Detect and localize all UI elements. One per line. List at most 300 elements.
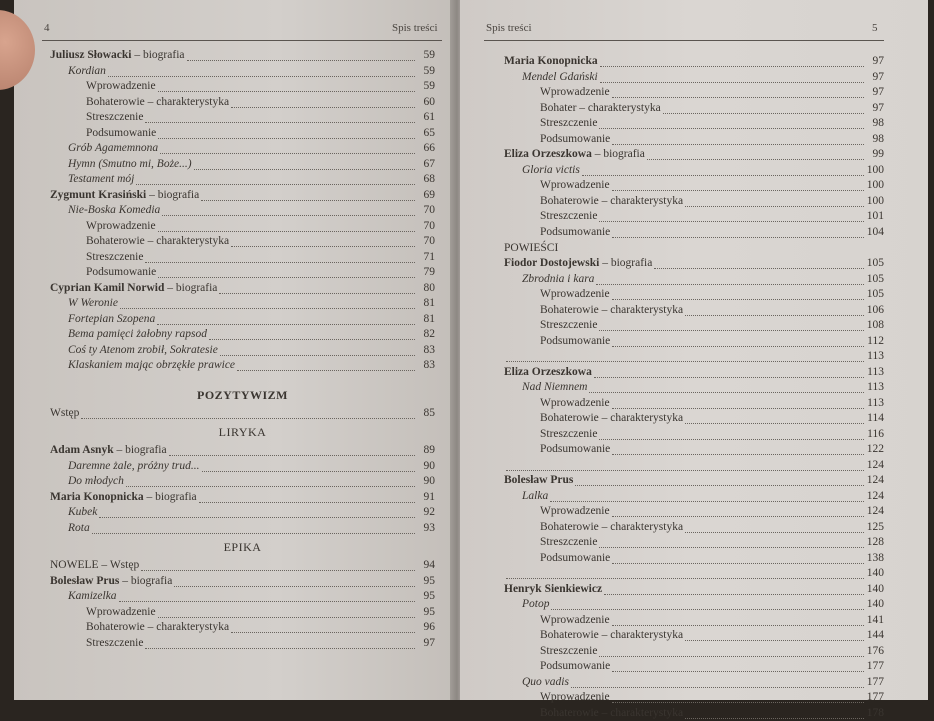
toc-entry	[504, 535, 884, 551]
page-ref: 90	[417, 474, 435, 490]
page-ref: 70	[417, 234, 435, 250]
toc-entry-title	[504, 473, 573, 489]
page-ref: 113	[866, 396, 884, 412]
leader-dots	[219, 283, 415, 294]
toc-entry-title: Streszczenie	[540, 318, 597, 334]
entry-suffix: – biografia	[119, 575, 172, 587]
page-ref: 100	[866, 194, 884, 210]
toc-entry	[50, 521, 435, 537]
leader-dots	[685, 522, 864, 533]
toc-right	[504, 54, 884, 721]
toc-entry	[504, 256, 884, 272]
leader-dots	[599, 646, 864, 657]
page-ref: 59	[417, 64, 435, 80]
toc-entry-title	[504, 365, 592, 381]
section-label: POWIEŚCI	[504, 240, 884, 256]
toc-entry	[50, 327, 435, 343]
toc-entry	[504, 411, 884, 427]
leader-dots	[202, 461, 416, 472]
toc-entry	[50, 172, 435, 188]
leader-dots	[647, 149, 864, 160]
page-ref: 59	[417, 48, 435, 64]
leader-dots	[612, 615, 864, 626]
toc-entry-title: Rota	[68, 521, 90, 537]
leader-dots	[169, 445, 415, 456]
toc-entry-title	[50, 188, 199, 204]
page-ref: 124	[866, 458, 884, 474]
page-ref: 106	[866, 303, 884, 319]
toc-entry	[504, 675, 884, 691]
toc-entry	[50, 188, 435, 204]
toc-entry	[504, 272, 884, 288]
leader-dots	[160, 143, 415, 154]
page-ref: 96	[417, 620, 435, 636]
toc-entry	[50, 110, 435, 126]
entry-suffix: – biografia	[144, 491, 197, 503]
toc-entry	[50, 141, 435, 157]
toc-entry-title: Bohaterowie – charakterystyka	[86, 95, 229, 111]
toc-entry	[50, 459, 435, 475]
toc-entry-title: Fortepian Szopena	[68, 312, 155, 328]
toc-entry-title: Podsumowanie	[540, 225, 610, 241]
toc-entry	[504, 70, 884, 86]
author-name: Bolesław Prus	[50, 575, 119, 587]
page-ref: 68	[417, 172, 435, 188]
leader-dots	[92, 523, 415, 534]
running-header-left: Spis treści	[392, 22, 438, 34]
leader-dots	[120, 298, 415, 309]
header-rule-left	[42, 40, 442, 41]
toc-entry	[504, 644, 884, 660]
entry-suffix: – biografia	[114, 444, 167, 456]
leader-dots	[506, 568, 864, 579]
leader-dots	[600, 72, 864, 83]
toc-entry	[50, 64, 435, 80]
leader-dots	[145, 252, 415, 263]
page-ref: 97	[866, 70, 884, 86]
section-heading: EPIKA	[50, 536, 435, 558]
leader-dots	[604, 584, 864, 595]
page-ref: 83	[417, 343, 435, 359]
toc-entry-title: Quo vadis	[522, 675, 569, 691]
toc-entry-title: Podsumowanie	[86, 265, 156, 281]
author-name: Eliza Orzeszkowa	[504, 148, 592, 160]
leader-dots	[685, 305, 864, 316]
leader-dots	[136, 174, 415, 185]
author-name: Cyprian Kamil Norwid	[50, 282, 164, 294]
leader-dots	[162, 205, 415, 216]
toc-entry	[50, 157, 435, 173]
leader-dots	[158, 607, 415, 618]
toc-entry-title: Bohaterowie – charakterystyka	[540, 628, 683, 644]
page-ref: 105	[866, 272, 884, 288]
toc-entry-title: Podsumowanie	[86, 126, 156, 142]
toc-entry-title: Testament mój	[68, 172, 134, 188]
toc-entry-title: Bohaterowie – charakterystyka	[540, 194, 683, 210]
toc-entry	[504, 85, 884, 101]
toc-entry-title: Wprowadzenie	[540, 504, 610, 520]
toc-entry-title: Streszczenie	[86, 110, 143, 126]
toc-entry	[504, 54, 884, 70]
leader-dots	[81, 408, 415, 419]
page-ref: 94	[417, 558, 435, 574]
leader-dots	[612, 227, 864, 238]
page-ref: 67	[417, 157, 435, 173]
toc-entry-title: Klaskaniem mając obrzękłe prawice	[68, 358, 235, 374]
toc-entry-title: Podsumowanie	[540, 334, 610, 350]
page-ref: 101	[866, 209, 884, 225]
leader-dots	[158, 128, 415, 139]
leader-dots	[612, 398, 864, 409]
toc-entry	[50, 505, 435, 521]
toc-entry-title: Podsumowanie	[540, 659, 610, 675]
toc-entry	[50, 574, 435, 590]
page-ref: 138	[866, 551, 884, 567]
toc-entry	[504, 396, 884, 412]
page-ref: 90	[417, 459, 435, 475]
toc-entry-title: Wprowadzenie	[540, 178, 610, 194]
toc-entry-title: Daremne żale, próżny trud...	[68, 459, 200, 475]
leader-dots	[612, 506, 864, 517]
toc-entry-title: Streszczenie	[540, 116, 597, 132]
toc-entry	[50, 474, 435, 490]
toc-entry	[50, 281, 435, 297]
toc-entry	[50, 126, 435, 142]
page-ref: 82	[417, 327, 435, 343]
leader-dots	[550, 491, 864, 502]
page-ref: 71	[417, 250, 435, 266]
page-ref: 97	[417, 636, 435, 652]
toc-entry	[50, 250, 435, 266]
page-ref: 140	[866, 597, 884, 613]
page-ref: 100	[866, 178, 884, 194]
page-number-right: 5	[872, 22, 878, 34]
toc-entry-title: Bema pamięci żałobny rapsod	[68, 327, 207, 343]
leader-dots	[600, 56, 864, 67]
page-ref: 140	[866, 582, 884, 598]
toc-entry-title: Kamizelka	[68, 589, 117, 605]
toc-entry	[50, 296, 435, 312]
page-ref: 81	[417, 296, 435, 312]
leader-dots	[231, 622, 415, 633]
page-ref: 85	[417, 406, 435, 422]
page-ref: 60	[417, 95, 435, 111]
toc-entry	[50, 265, 435, 281]
page-ref: 59	[417, 79, 435, 95]
toc-entry	[504, 380, 884, 396]
toc-entry-title	[50, 281, 217, 297]
leader-dots	[589, 382, 864, 393]
spacer	[50, 374, 435, 384]
entry-suffix: – biografia	[131, 49, 184, 61]
page-ref: 144	[866, 628, 884, 644]
toc-entry	[50, 636, 435, 652]
author-name: Maria Konopnicka	[504, 55, 598, 67]
page-ref: 97	[866, 101, 884, 117]
page-ref: 141	[866, 613, 884, 629]
leader-dots	[209, 329, 415, 340]
toc-entry-title: Wprowadzenie	[86, 219, 156, 235]
leader-dots	[506, 460, 864, 471]
page-ref: 83	[417, 358, 435, 374]
entry-suffix: – biografia	[592, 148, 645, 160]
toc-entry-title	[504, 147, 645, 163]
page-ref: 177	[866, 659, 884, 675]
page-ref: 70	[417, 203, 435, 219]
toc-entry-title: Bohaterowie – charakterystyka	[86, 234, 229, 250]
leader-dots	[201, 190, 415, 201]
leader-dots	[231, 236, 415, 247]
page-ref: 93	[417, 521, 435, 537]
author-name: Eliza Orzeszkowa	[504, 366, 592, 378]
toc-entry	[504, 178, 884, 194]
toc-entry-title: Wstęp	[50, 406, 79, 422]
leader-dots	[157, 314, 415, 325]
running-header-right: Spis treści	[486, 22, 532, 34]
toc-entry	[504, 194, 884, 210]
toc-entry	[50, 443, 435, 459]
toc-entry	[504, 147, 884, 163]
leader-dots	[685, 708, 864, 719]
page-ref: 98	[866, 132, 884, 148]
page-ref: 105	[866, 256, 884, 272]
right-page	[460, 0, 928, 700]
toc-entry	[504, 520, 884, 536]
page-ref: 108	[866, 318, 884, 334]
leader-dots	[612, 289, 864, 300]
toc-entry	[504, 116, 884, 132]
toc-entry	[504, 427, 884, 443]
toc-entry	[50, 589, 435, 605]
author-name: Fiodor Dostojewski	[504, 257, 599, 269]
toc-entry	[50, 95, 435, 111]
toc-entry	[504, 287, 884, 303]
toc-entry-title: Hymn (Smutno mi, Boże...)	[68, 157, 192, 173]
leader-dots	[194, 159, 415, 170]
page-ref: 89	[417, 443, 435, 459]
leader-dots	[237, 360, 415, 371]
leader-dots	[199, 492, 415, 503]
page-ref: 99	[866, 147, 884, 163]
leader-dots	[685, 630, 864, 641]
toc-entry-title: Grób Agamemnona	[68, 141, 158, 157]
author-name: Maria Konopnicka	[50, 491, 144, 503]
author-name: Henryk Sienkiewicz	[504, 583, 602, 595]
toc-entry	[504, 659, 884, 675]
leader-dots	[599, 320, 864, 331]
leader-dots	[685, 196, 864, 207]
toc-entry-title: Streszczenie	[86, 636, 143, 652]
toc-entry-title: Bohaterowie – charakterystyka	[540, 411, 683, 427]
toc-entry-title: Kordian	[68, 64, 106, 80]
toc-entry-title: Streszczenie	[540, 535, 597, 551]
toc-entry-title: Wprowadzenie	[540, 85, 610, 101]
toc-entry	[50, 343, 435, 359]
toc-entry	[50, 358, 435, 374]
toc-entry-title	[504, 54, 598, 70]
toc-entry	[504, 442, 884, 458]
toc-entry-title: Podsumowanie	[540, 442, 610, 458]
leader-dots	[145, 638, 415, 649]
toc-entry	[504, 365, 884, 381]
toc-entry	[504, 613, 884, 629]
author-name: Adam Asnyk	[50, 444, 114, 456]
toc-entry	[50, 558, 435, 574]
toc-entry	[504, 566, 884, 582]
leader-dots	[506, 351, 864, 362]
leader-dots	[685, 413, 864, 424]
leader-dots	[612, 661, 864, 672]
toc-entry	[50, 48, 435, 64]
toc-entry-title	[50, 48, 185, 64]
toc-entry	[504, 628, 884, 644]
toc-entry-title: Podsumowanie	[540, 132, 610, 148]
leader-dots	[231, 97, 415, 108]
page-ref: 98	[866, 116, 884, 132]
toc-entry-title: Gloria victis	[522, 163, 580, 179]
toc-entry	[504, 349, 884, 365]
toc-entry-title: Wprowadzenie	[540, 396, 610, 412]
toc-entry-title: Nie-Boska Komedia	[68, 203, 160, 219]
toc-entry-title: Zbrodnia i kara	[522, 272, 594, 288]
page-ref: 65	[417, 126, 435, 142]
toc-entry-title	[50, 490, 197, 506]
page-ref: 92	[417, 505, 435, 521]
page-ref: 177	[866, 690, 884, 706]
toc-entry-title: Wprowadzenie	[86, 79, 156, 95]
page-ref: 97	[866, 54, 884, 70]
toc-entry-title: Podsumowanie	[540, 551, 610, 567]
page-ref: 91	[417, 490, 435, 506]
leader-dots	[571, 677, 864, 688]
entry-suffix: – biografia	[146, 189, 199, 201]
toc-entry	[504, 473, 884, 489]
leader-dots	[599, 429, 864, 440]
toc-left	[50, 48, 435, 651]
leader-dots	[575, 475, 864, 486]
left-page	[14, 0, 454, 700]
toc-entry	[504, 209, 884, 225]
leader-dots	[599, 211, 864, 222]
leader-dots	[596, 274, 864, 285]
toc-entry	[504, 489, 884, 505]
leader-dots	[612, 87, 864, 98]
page-ref: 100	[866, 163, 884, 179]
toc-entry	[50, 620, 435, 636]
leader-dots	[158, 221, 415, 232]
page-ref: 113	[866, 380, 884, 396]
page-ref: 116	[866, 427, 884, 443]
toc-entry	[50, 490, 435, 506]
page-ref: 124	[866, 504, 884, 520]
leader-dots	[145, 112, 415, 123]
toc-entry	[504, 318, 884, 334]
page-ref: 81	[417, 312, 435, 328]
leader-dots	[220, 345, 415, 356]
toc-entry-title: Streszczenie	[86, 250, 143, 266]
leader-dots	[612, 180, 864, 191]
page-ref: 105	[866, 287, 884, 303]
leader-dots	[551, 599, 864, 610]
page-ref: 97	[866, 85, 884, 101]
toc-entry	[504, 582, 884, 598]
section-heading: POZYTYWIZM	[50, 384, 435, 406]
page-ref: 69	[417, 188, 435, 204]
toc-entry-title: W Weronie	[68, 296, 118, 312]
toc-entry	[504, 690, 884, 706]
toc-entry	[504, 504, 884, 520]
page-ref: 124	[866, 473, 884, 489]
toc-entry	[504, 163, 884, 179]
toc-entry-title: Bohaterowie – charakterystyka	[540, 520, 683, 536]
toc-entry	[504, 225, 884, 241]
leader-dots	[174, 576, 415, 587]
page-ref: 79	[417, 265, 435, 281]
toc-entry-title: Streszczenie	[540, 427, 597, 443]
toc-entry	[504, 303, 884, 319]
toc-entry-title: Wprowadzenie	[86, 605, 156, 621]
toc-entry	[504, 706, 884, 721]
leader-dots	[594, 367, 864, 378]
toc-entry-title	[50, 574, 172, 590]
toc-entry-title: Bohaterowie – charakterystyka	[86, 620, 229, 636]
leader-dots	[141, 560, 415, 571]
page-ref: 95	[417, 589, 435, 605]
author-name: Bolesław Prus	[504, 474, 573, 486]
section-heading: LIRYKA	[50, 421, 435, 443]
leader-dots	[612, 444, 864, 455]
toc-entry-title: Coś ty Atenom zrobił, Sokratesie	[68, 343, 218, 359]
toc-entry-title: Do młodych	[68, 474, 124, 490]
toc-entry	[504, 597, 884, 613]
page-ref: 80	[417, 281, 435, 297]
toc-entry	[50, 406, 435, 422]
leader-dots	[612, 336, 864, 347]
toc-entry-title: Streszczenie	[540, 209, 597, 225]
toc-entry-title: NOWELE – Wstęp	[50, 558, 139, 574]
leader-dots	[663, 103, 864, 114]
toc-entry-title: Nad Niemnem	[522, 380, 587, 396]
toc-entry	[50, 219, 435, 235]
toc-entry	[50, 234, 435, 250]
toc-entry-title: Mendel Gdański	[522, 70, 598, 86]
page-ref: 66	[417, 141, 435, 157]
leader-dots	[582, 165, 864, 176]
toc-entry	[504, 334, 884, 350]
leader-dots	[612, 134, 864, 145]
entry-suffix: – biografia	[599, 257, 652, 269]
author-name: Juliusz Słowacki	[50, 49, 131, 61]
toc-entry-title: Wprowadzenie	[540, 287, 610, 303]
toc-entry-title	[50, 443, 167, 459]
page-ref: 114	[866, 411, 884, 427]
toc-entry	[504, 551, 884, 567]
page-ref: 104	[866, 225, 884, 241]
page-ref: 128	[866, 535, 884, 551]
toc-entry	[50, 605, 435, 621]
page-ref: 113	[866, 349, 884, 365]
page-ref: 70	[417, 219, 435, 235]
toc-entry-title	[504, 256, 652, 272]
page-ref: 176	[866, 644, 884, 660]
page-ref: 125	[866, 520, 884, 536]
page-ref: 178	[866, 706, 884, 721]
header-rule-right	[484, 40, 884, 41]
toc-entry-title: Wprowadzenie	[540, 690, 610, 706]
leader-dots	[119, 591, 415, 602]
page-ref: 112	[866, 334, 884, 350]
toc-entry-title	[504, 582, 602, 598]
